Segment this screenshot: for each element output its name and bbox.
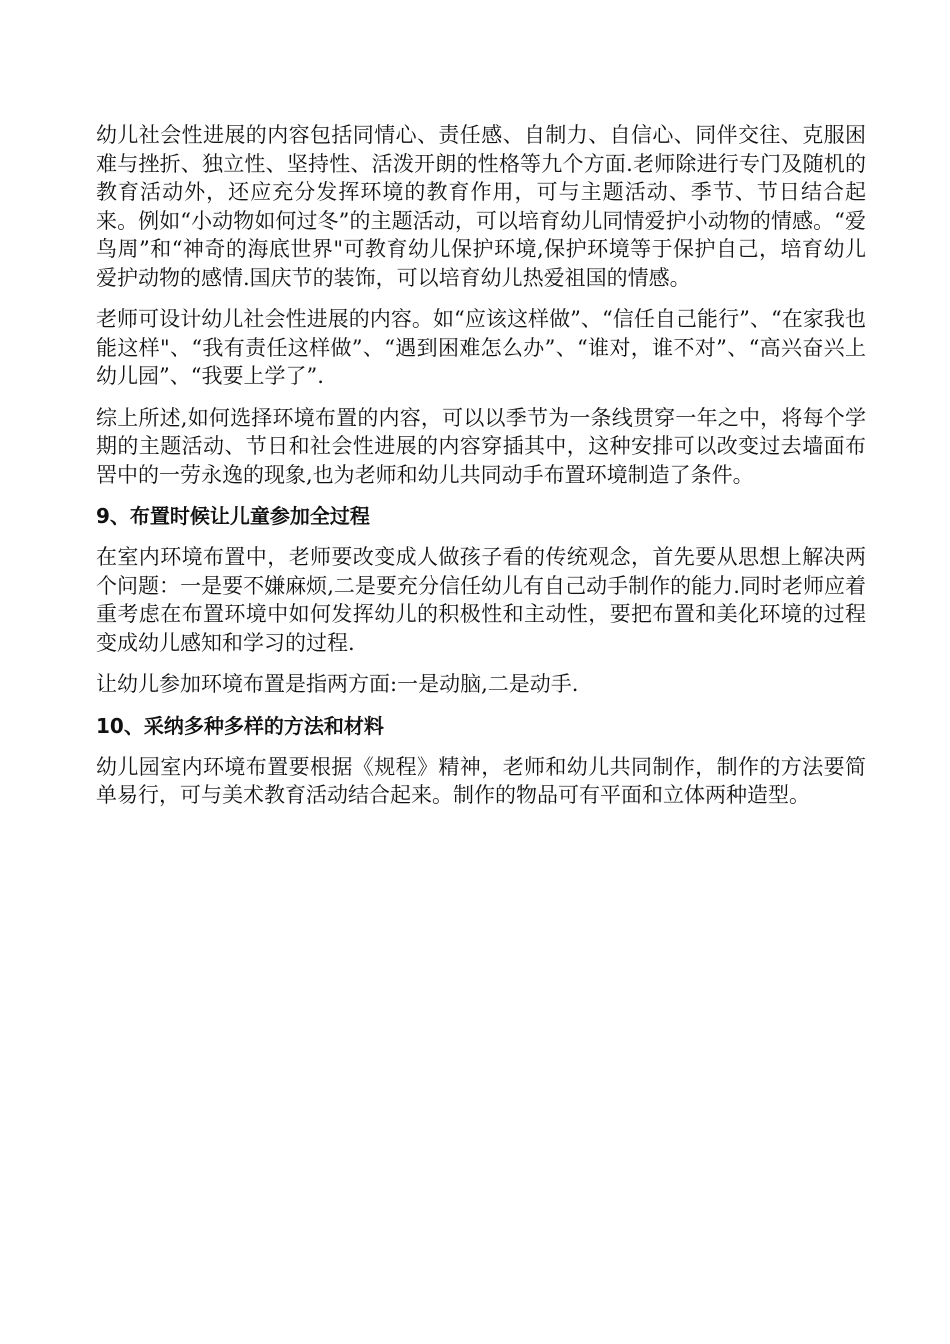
section-9-paragraph-1: 在室内环境布置中，老师要改变成人做孩子看的传统观念，首先要从思想上解决两个问题：一是要不嫌麻烦,二是要充分信任幼儿有自己动手制作的能力.同时老师应着重考虑在布置环境中如何发挥幼儿的积极性和主动性，要把布置和美化环境的过程变成幼儿感知和学习的过程. <box>96 545 866 655</box>
section-9-paragraph-2: 让幼儿参加环境布置是指两方面:一是动脑,二是动手. <box>96 672 579 696</box>
paragraph-summary: 综上所述,如何选择环境布置的内容，可以以季节为一条线贯穿一年之中，将每个学期的主题活动、节日和社会性进展的内容穿插其中，这种安排可以改变过去墙面布罟中的一劳永逸的现象,也为老师和幼儿共同动手布置环境制造了条件。 <box>96 405 866 487</box>
section-9-heading: 9、布置时候让儿童参加全过程 <box>96 504 370 528</box>
section-10-heading: 10、采纳多种多样的方法和材料 <box>96 713 384 738</box>
paragraph-social-development: 幼儿社会性进展的内容包括同情心、责任感、自制力、自信心、同伴交往、克服困难与挫折、独立性、坚持性、活泼开朗的性格等九个方面.老师除进行专门及随机的教育活动外，还应充分发挥环境的教育作用，可与主题活动、季节、节日结合起来。例如“小动物如何过冬”的主题活动，可以培育幼儿同情爱护小动物的情感。“爱鸟周”和“神奇的海底世界"可教育幼儿保护环境,保护环境等于保护自己，培育幼儿爱护动物的感情.国庆节的装饰，可以培育幼儿热爱祖国的情感。 <box>96 123 866 290</box>
section-10-paragraph-1: 幼儿园室内环境布置要根据《规程》精神，老师和幼儿共同制作，制作的方法要简单易行，可与美术教育活动结合起来。制作的物品可有平面和立体两种造型。 <box>96 754 866 807</box>
document-page <box>96 121 866 823</box>
paragraph-teacher-design: 老师可设计幼儿社会性进展的内容。如“应该这样做”、“信任自己能行”、“在家我也能这样"、“我有责任这样做”、“遇到困难怎么办”、“谁对，谁不对”、“高兴奋兴上幼儿园”、“我要上学了”. <box>96 307 866 388</box>
